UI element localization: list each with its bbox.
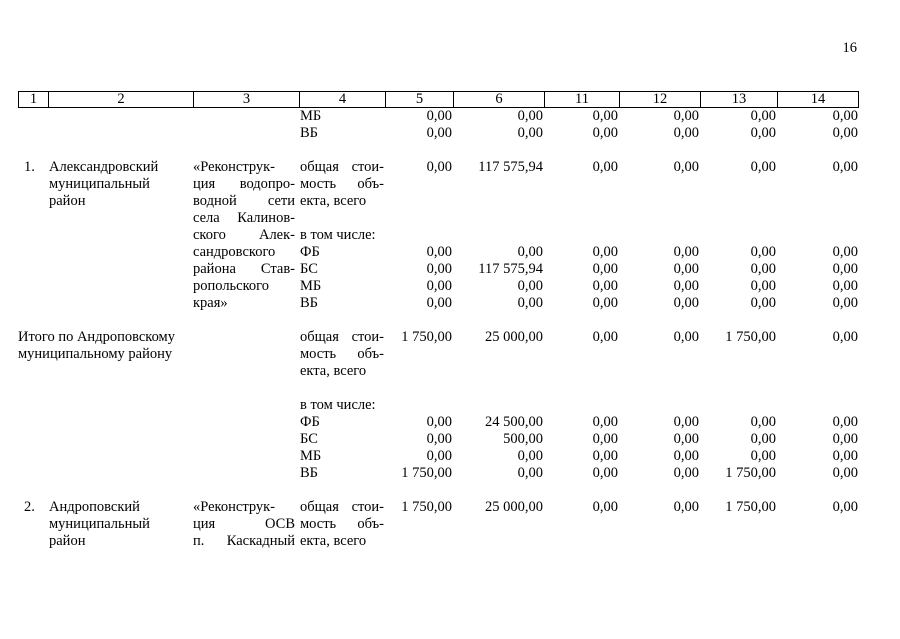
value-col-6: 117 575,94 bbox=[478, 159, 543, 175]
value-col-14: 0,00 bbox=[832, 159, 858, 175]
object-name-line: «Реконструк- bbox=[193, 499, 276, 515]
value-col-11: 0,00 bbox=[592, 414, 618, 430]
district-name bbox=[48, 159, 193, 210]
value-col-14: 0,00 bbox=[832, 295, 858, 311]
total-cost-label bbox=[299, 329, 385, 380]
value-col-6: 0,00 bbox=[517, 465, 543, 481]
total-cost-label-line: екта, всего bbox=[300, 363, 367, 379]
including-label: в том числе: bbox=[300, 397, 376, 413]
district-name-line: муниципальный bbox=[49, 516, 150, 532]
district-name-line: район bbox=[49, 193, 86, 209]
total-cost-label-line: мость объ- bbox=[300, 176, 384, 192]
value-col-14: 0,00 bbox=[832, 465, 858, 481]
value-col-5: 0,00 bbox=[426, 278, 452, 294]
value-col-12: 0,00 bbox=[673, 499, 699, 515]
value-col-13: 0,00 bbox=[750, 159, 776, 175]
value-col-13: 0,00 bbox=[750, 261, 776, 277]
value-col-11: 0,00 bbox=[592, 108, 618, 124]
object-name-line: ропольского bbox=[193, 278, 269, 294]
value-col-13: 0,00 bbox=[750, 125, 776, 141]
value-col-12: 0,00 bbox=[673, 295, 699, 311]
column-header-14: 14 bbox=[777, 92, 858, 107]
value-col-11: 0,00 bbox=[592, 499, 618, 515]
value-col-12: 0,00 bbox=[673, 244, 699, 260]
value-col-11: 0,00 bbox=[592, 125, 618, 141]
object-name-line: ского Алек- bbox=[193, 227, 295, 243]
value-col-11: 0,00 bbox=[592, 431, 618, 447]
district-total-label-line: муниципальному району bbox=[18, 346, 173, 362]
value-col-5: 0,00 bbox=[426, 295, 452, 311]
value-col-5: 1 750,00 bbox=[401, 499, 452, 515]
value-col-5: 0,00 bbox=[426, 448, 452, 464]
item-number: 2. bbox=[24, 499, 35, 515]
value-col-5: 0,00 bbox=[426, 261, 452, 277]
value-col-13: 0,00 bbox=[750, 244, 776, 260]
object-name-line: ция ОСВ bbox=[193, 516, 295, 532]
total-cost-label-line: екта, всего bbox=[300, 193, 367, 209]
value-col-12: 0,00 bbox=[673, 329, 699, 345]
value-col-5: 0,00 bbox=[426, 244, 452, 260]
total-cost-label-line: общая стои- bbox=[300, 329, 384, 345]
value-col-6: 0,00 bbox=[517, 108, 543, 124]
value-col-5: 0,00 bbox=[426, 108, 452, 124]
value-col-12: 0,00 bbox=[673, 159, 699, 175]
value-col-11: 0,00 bbox=[592, 448, 618, 464]
value-col-14: 0,00 bbox=[832, 414, 858, 430]
value-col-6: 24 500,00 bbox=[485, 414, 543, 430]
value-col-5: 0,00 bbox=[426, 431, 452, 447]
value-col-6: 500,00 bbox=[503, 431, 543, 447]
column-header-3: 3 bbox=[193, 92, 299, 107]
value-col-14: 0,00 bbox=[832, 448, 858, 464]
value-col-12: 0,00 bbox=[673, 125, 699, 141]
value-col-11: 0,00 bbox=[592, 295, 618, 311]
value-col-6: 25 000,00 bbox=[485, 329, 543, 345]
column-header-11: 11 bbox=[544, 92, 619, 107]
value-col-12: 0,00 bbox=[673, 261, 699, 277]
value-col-11: 0,00 bbox=[592, 465, 618, 481]
value-col-6: 0,00 bbox=[517, 244, 543, 260]
value-col-12: 0,00 bbox=[673, 465, 699, 481]
funding-source-label: ФБ bbox=[300, 244, 320, 260]
value-col-13: 0,00 bbox=[750, 431, 776, 447]
object-name-line: ция водопро- bbox=[193, 176, 295, 192]
value-col-14: 0,00 bbox=[832, 261, 858, 277]
value-col-6: 0,00 bbox=[517, 278, 543, 294]
column-header-13: 13 bbox=[700, 92, 777, 107]
value-col-13: 0,00 bbox=[750, 278, 776, 294]
value-col-12: 0,00 bbox=[673, 414, 699, 430]
district-name-line: Андроповский bbox=[49, 499, 140, 515]
funding-source-label: ФБ bbox=[300, 414, 320, 430]
value-col-6: 0,00 bbox=[517, 125, 543, 141]
item-number: 1. bbox=[24, 159, 35, 175]
funding-source-label: ВБ bbox=[300, 295, 318, 311]
total-cost-label-line: мость объ- bbox=[300, 346, 384, 362]
funding-source-label: ВБ bbox=[300, 125, 318, 141]
total-cost-label bbox=[299, 499, 385, 550]
value-col-12: 0,00 bbox=[673, 431, 699, 447]
value-col-12: 0,00 bbox=[673, 448, 699, 464]
value-col-14: 0,00 bbox=[832, 278, 858, 294]
value-col-13: 1 750,00 bbox=[725, 465, 776, 481]
district-name-line: Александровский bbox=[49, 159, 159, 175]
column-header-2: 2 bbox=[48, 92, 193, 107]
value-col-6: 0,00 bbox=[517, 448, 543, 464]
total-cost-label-line: общая стои- bbox=[300, 159, 384, 175]
value-col-5: 0,00 bbox=[426, 414, 452, 430]
value-col-5: 1 750,00 bbox=[401, 329, 452, 345]
value-col-14: 0,00 bbox=[832, 431, 858, 447]
column-header-12: 12 bbox=[619, 92, 700, 107]
district-total-label-line: Итого по Андроповскому bbox=[18, 329, 175, 345]
object-name-line: края» bbox=[193, 295, 228, 311]
value-col-13: 1 750,00 bbox=[725, 329, 776, 345]
value-col-6: 0,00 bbox=[517, 295, 543, 311]
value-col-11: 0,00 bbox=[592, 244, 618, 260]
value-col-14: 0,00 bbox=[832, 499, 858, 515]
district-name bbox=[48, 499, 193, 550]
district-name-line: муниципальный bbox=[49, 176, 150, 192]
value-col-6: 117 575,94 bbox=[478, 261, 543, 277]
value-col-12: 0,00 bbox=[673, 278, 699, 294]
funding-source-label: МБ bbox=[300, 448, 322, 464]
page-number: 16 bbox=[842, 40, 857, 56]
value-col-13: 1 750,00 bbox=[725, 499, 776, 515]
value-col-6: 25 000,00 bbox=[485, 499, 543, 515]
table-body bbox=[18, 108, 859, 550]
column-header-4: 4 bbox=[299, 92, 385, 107]
including-label: в том числе: bbox=[300, 227, 376, 243]
value-col-14: 0,00 bbox=[832, 125, 858, 141]
funding-source-label: БС bbox=[300, 431, 318, 447]
funding-source-label: МБ bbox=[300, 278, 322, 294]
total-cost-label bbox=[299, 159, 385, 210]
district-total-label bbox=[18, 329, 193, 363]
value-col-14: 0,00 bbox=[832, 244, 858, 260]
value-col-5: 1 750,00 bbox=[401, 465, 452, 481]
value-col-13: 0,00 bbox=[750, 295, 776, 311]
value-col-11: 0,00 bbox=[592, 329, 618, 345]
column-header-6: 6 bbox=[453, 92, 544, 107]
column-header-1: 1 bbox=[29, 91, 38, 107]
value-col-14: 0,00 bbox=[832, 329, 858, 345]
object-name-line: села Калинов- bbox=[193, 210, 295, 226]
object-name-line: сандровского bbox=[193, 244, 276, 260]
object-name-line: «Реконструк- bbox=[193, 159, 276, 175]
value-col-14: 0,00 bbox=[832, 108, 858, 124]
object-name-line: п. Каскадный bbox=[193, 533, 295, 549]
total-cost-label-line: общая стои- bbox=[300, 499, 384, 515]
object-name bbox=[193, 159, 299, 312]
total-cost-label-line: екта, всего bbox=[300, 533, 367, 549]
district-name-line: район bbox=[49, 533, 86, 549]
value-col-5: 0,00 bbox=[426, 159, 452, 175]
funding-source-label: ВБ bbox=[300, 465, 318, 481]
value-col-11: 0,00 bbox=[592, 278, 618, 294]
total-cost-label-line: мость объ- bbox=[300, 516, 384, 532]
value-col-11: 0,00 bbox=[592, 261, 618, 277]
funding-source-label: БС bbox=[300, 261, 318, 277]
table-header-row bbox=[18, 91, 859, 108]
object-name bbox=[193, 499, 299, 550]
object-name-line: района Став- bbox=[193, 261, 295, 277]
value-col-13: 0,00 bbox=[750, 108, 776, 124]
value-col-12: 0,00 bbox=[673, 108, 699, 124]
funding-source-label: МБ bbox=[300, 108, 322, 124]
value-col-5: 0,00 bbox=[426, 125, 452, 141]
object-name-line: водной сети bbox=[193, 193, 295, 209]
column-header-5: 5 bbox=[385, 92, 453, 107]
value-col-13: 0,00 bbox=[750, 448, 776, 464]
value-col-11: 0,00 bbox=[592, 159, 618, 175]
value-col-13: 0,00 bbox=[750, 414, 776, 430]
